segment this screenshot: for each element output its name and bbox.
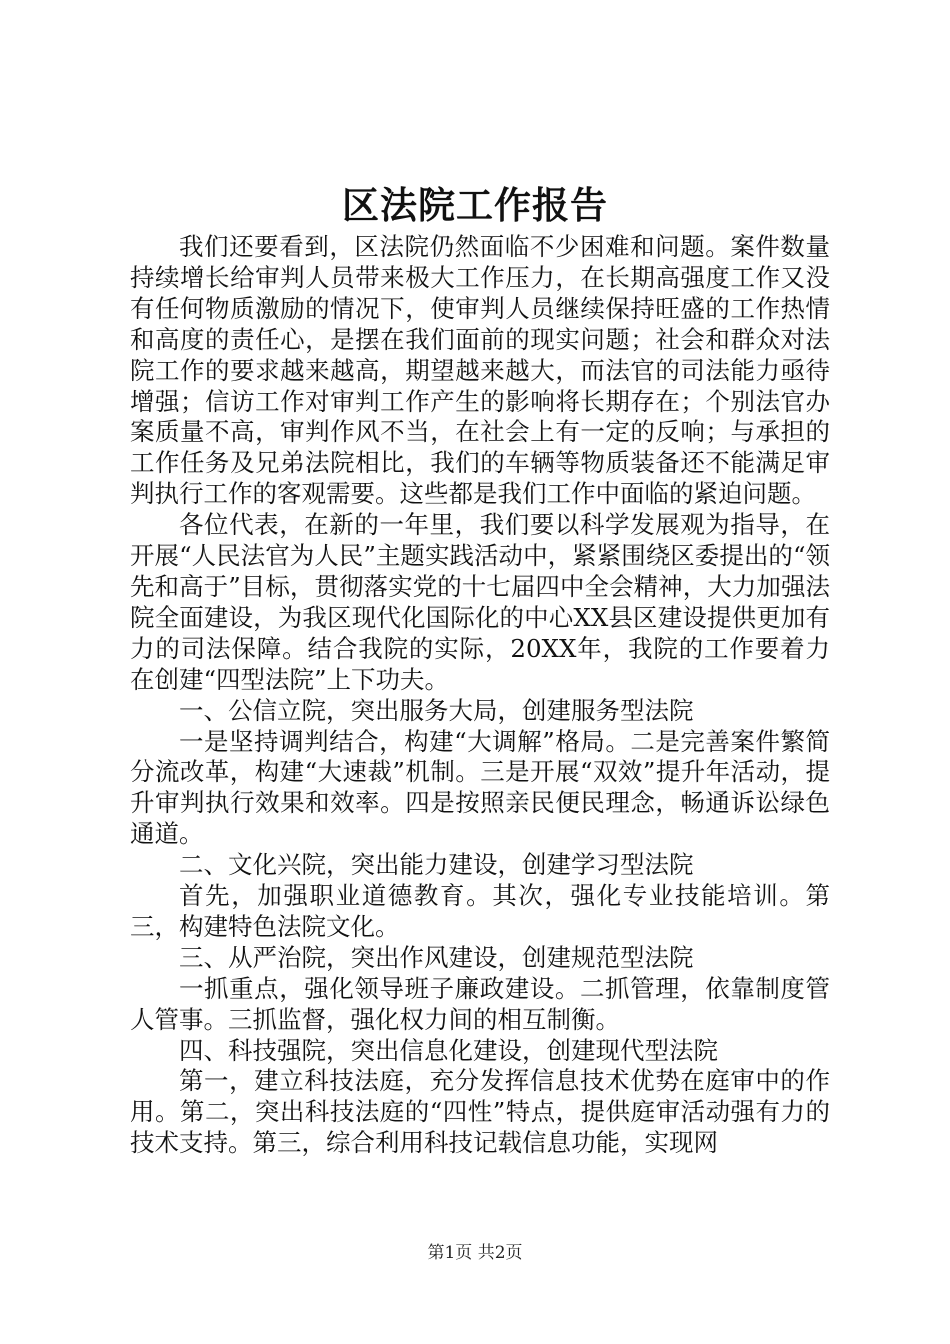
section-heading-service-court: 一、公信立院，突出服务大局，创建服务型法院	[179, 695, 694, 725]
section-heading-learning-court: 二、文化兴院，突出能力建设，创建学习型法院	[179, 850, 694, 880]
document-body	[130, 232, 830, 1159]
paragraph-new-year-plan: 各位代表，在新的一年里，我们要以科学发展观为指导，在开展“人民法官为人民”主题实践活动中，紧紧围绕区委提出的“领先和高于”目标，贯彻落实党的十七届四中全会精神，大力加强法院全面建设，为我区现代化国际化的中心XX县区建设提供更加有力的司法保障。结合我院的实际，20XX年，我院的工作要着力在创建“四型法院”上下功夫。	[130, 510, 830, 694]
paragraph-standard-court: 一抓重点，强化领导班子廉政建设。二抓管理，依靠制度管人管事。三抓监督，强化权力间的相互制衡。	[130, 973, 830, 1034]
section-heading-modern-court: 四、科技强院，突出信息化建设，创建现代型法院	[179, 1035, 718, 1065]
document-title: 区法院工作报告	[342, 183, 608, 227]
paragraph-learning-court: 首先，加强职业道德教育。其次，强化专业技能培训。第三，构建特色法院文化。	[130, 881, 830, 941]
paragraph-modern-court: 第一，建立科技法庭，充分发挥信息技术优势在庭审中的作用。第二，突出科技法庭的“四性”特点，提供庭审活动强有力的技术支持。第三，综合利用科技记载信息功能，实现网	[130, 1066, 830, 1158]
page-number-footer: 第1页 共2页	[427, 1243, 523, 1263]
paragraph-service-court: 一是坚持调判结合，构建“大调解”格局。二是完善案件繁简分流改革，构建“大速裁”机制。三是开展“双效”提升年活动，提升审判执行效果和效率。四是按照亲民便民理念，畅通诉讼绿色通道。	[130, 726, 830, 849]
paragraph-problems: 我们还要看到，区法院仍然面临不少困难和问题。案件数量持续增长给审判人员带来极大工作压力，在长期高强度工作又没有任何物质激励的情况下，使审判人员继续保持旺盛的工作热情和高度的责任心，是摆在我们面前的现实问题；社会和群众对法院工作的要求越来越高，期望越来越大，而法官的司法能力亟待增强；信访工作对审判工作产生的影响将长期存在；个别法官办案质量不高，审判作风不当，在社会上有一定的反响；与承担的工作任务及兄弟法院相比，我们的车辆等物质装备还不能满足审判执行工作的客观需要。这些都是我们工作中面临的紧迫问题。	[130, 232, 830, 509]
section-heading-standard-court: 三、从严治院，突出作风建设，创建规范型法院	[179, 942, 694, 972]
